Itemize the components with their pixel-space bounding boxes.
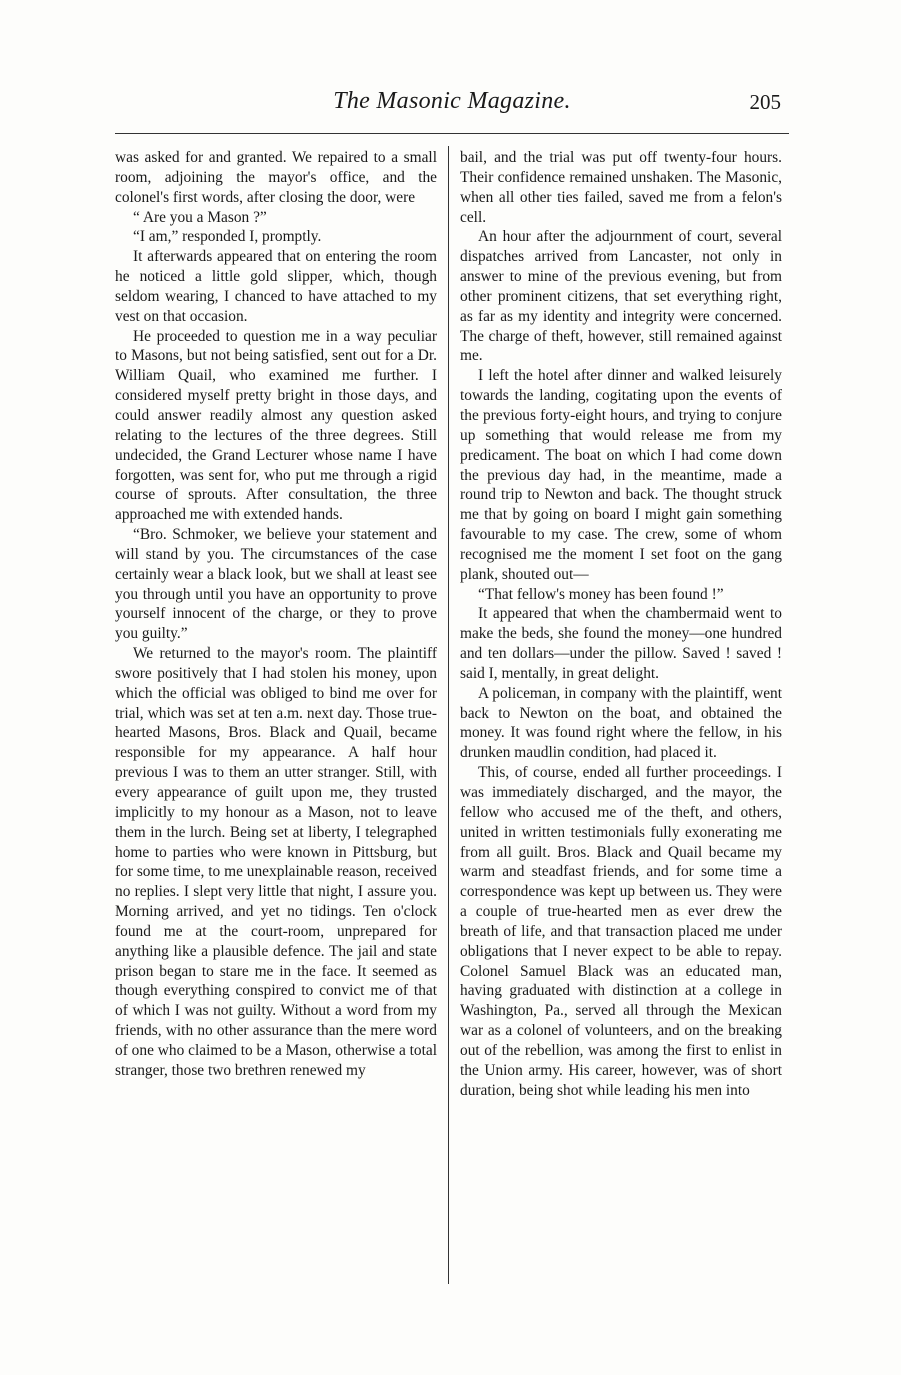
paragraph: was asked for and granted. We repaired to a small room, adjoining the mayor's office, and the colonel's first words, after closing the door, were — [115, 149, 437, 206]
paragraph: He proceeded to question me in a way peculiar to Masons, but not being satisfied, sent out for a Dr. William Quail, who examined me further. I considered myself pretty bright in those days, and could answer readily almost any question asked relating to the lectures of the three degrees. Still undecided, the Grand Lecturer whose name I have forgotten, was sent for, who put me through a rigid course of sprouts. After consultation, the three approached me with extended hands. — [115, 327, 437, 524]
paragraph: “I am,” responded I, promptly. — [133, 228, 322, 246]
column-divider — [448, 146, 449, 1284]
paragraph: We returned to the mayor's room. The plaintiff swore positively that I had stolen his money, upon which the official was obliged to bind me over for trial, which was set at ten a.m. next day. Those true-hearted Masons, Bros. Black and Quail, became responsible for my appearance. A half hour previous I was to them an utter stranger. Still, with every appearance of guilt upon me, they trusted implicitly to my honour as a Mason, not to leave them in the lurch. Being set at liberty, I telegraphed home to parties who were known in Pittsburg, but for some time, to me unexplainable reason, received no replies. I slept very little that night, I assure you. Morning arrived, and yet no tidings. Ten o'clock found me at the court-room, unprepared for anything like a plausible defence. The jail and state prison began to stare me in the face. It seemed as though everything conspired to convict me of that of which I was not guilty. Without a word from my friends, with no other assurance than the mere word of one who claimed to be a Mason, otherwise a total stranger, those two brethren renewed my — [115, 645, 437, 1079]
running-header — [115, 88, 789, 128]
paragraph: An hour after the adjournment of court, several dispatches arrived from Lancaster, not only in answer to mine of the previous evening, but from other prominent citizens, that set everything right, as far as my identity and integrity were concerned. The charge of theft, however, still remained against me. — [460, 228, 782, 365]
page-number: 205 — [749, 90, 781, 114]
paragraph: A policeman, in company with the plaintiff, went back to Newton on the boat, and obtained the money. It was found right where the fellow, in his drunken maudlin condition, had placed it. — [460, 684, 782, 762]
paragraph: “ Are you a Mason ?” — [133, 208, 267, 226]
paragraph: “Bro. Schmoker, we believe your statement and will stand by you. The circumstances of the case certainly wear a black look, but we shall at least see you through until you have an opportunity to prove yourself innocent of the charge, or they to prove you guilty.” — [115, 526, 437, 643]
right-column — [460, 148, 782, 1288]
header-rule — [115, 133, 789, 134]
paragraph: I left the hotel after dinner and walked leisurely towards the landing, cogitating upon the events of the previous forty-eight hours, and trying to conjure up something that would release me from my predicament. The boat on which I had come down the previous day had, in the meantime, made a round trip to Newton and back. The thought struck me that by going on board I might gain something favourable to my case. The crew, some of whom recognised me the moment I set foot on the gang plank, shouted out— — [460, 367, 782, 583]
paragraph: bail, and the trial was put off twenty-four hours. Their confidence remained unshaken. The Masonic, when all other ties failed, saved me from a felon's cell. — [460, 149, 782, 226]
paragraph: This, of course, ended all further proceedings. I was immediately discharged, and the mayor, the fellow who accused me of the theft, and others, united in written testimonials fully exonerating me from all guilt. Bros. Black and Quail became my warm and steadfast friends, and for some time a correspondence was kept up between us. They were a couple of true-hearted men as ever drew the breath of life, and that transaction placed me under obligations that I never expect to be able to repay. Colonel Samuel Black was an educated man, having graduated with distinction at a college in Washington, Pa., served all through the Mexican war as a colonel of volunteers, and on the breaking out of the rebellion, was among the first to enlist in the Union army. His career, however, was of short duration, being shot while leading his men into — [460, 764, 782, 1099]
paragraph: It afterwards appeared that on entering the room he noticed a little gold slipper, which, though seldom wearing, I chanced to have attached to my vest on that occasion. — [115, 248, 437, 325]
magazine-title: The Masonic Magazine. — [333, 88, 571, 114]
paragraph: “That fellow's money has been found !” — [478, 585, 724, 603]
left-column — [115, 148, 437, 1288]
paragraph: It appeared that when the chambermaid went to make the beds, she found the money—one hundred and ten dollars—under the pillow. Saved ! saved ! said I, mentally, in great delight. — [460, 605, 782, 682]
